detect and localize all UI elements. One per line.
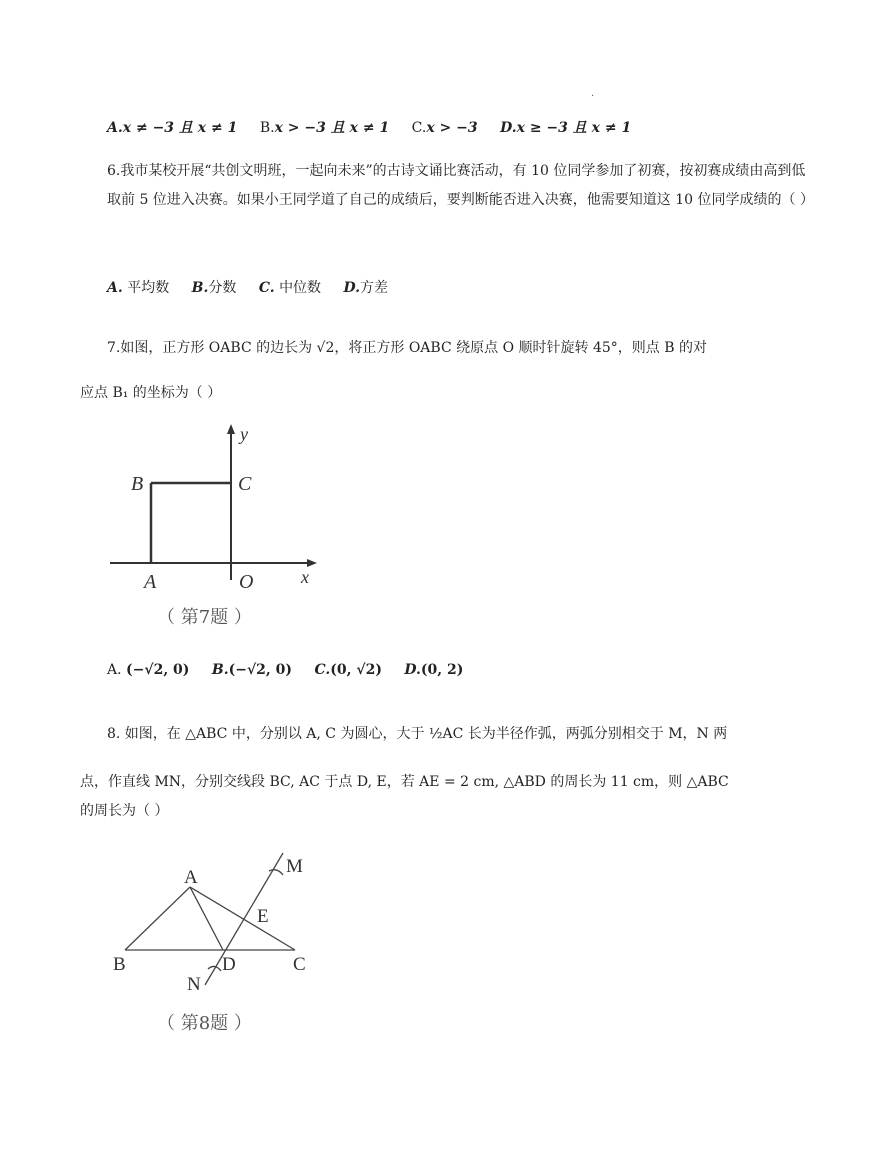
q7-stem-line2: 应点 B₁ 的坐标为（ ） bbox=[80, 385, 222, 401]
label-c: C bbox=[293, 954, 306, 975]
q8-stem-line2: 点，作直线 MN，分别交线段 BC, AC 于点 D, E，若 AE = 2 cm, △ABD 的周长为 11 cm，则 △ABC bbox=[80, 774, 729, 790]
label-n: N bbox=[187, 974, 201, 995]
side-ab bbox=[125, 887, 190, 950]
q8-stem-line1: 8. 如图，在 △ABC 中，分别以 A, C 为圆心，大于 ½AC 长为半径作弧，两弧分别相交于 M，N 两 bbox=[107, 726, 728, 742]
q7-stem-line1: 7.如图，正方形 OABC 的边长为 √2，将正方形 OABC 绕原点 O 顺时针旋转 45°，则点 B 的对 bbox=[107, 340, 707, 356]
y-axis-arrow bbox=[227, 424, 235, 434]
label-a: A bbox=[144, 571, 157, 593]
q5-option-d[interactable]: D.x ≥ −3 且 x ≠ 1 bbox=[500, 120, 632, 136]
q7-options bbox=[107, 660, 481, 680]
q7-figure-caption: （ 第7题 ） bbox=[157, 607, 252, 628]
q8-figure-caption: （ 第8题 ） bbox=[157, 1013, 252, 1034]
label-c: C bbox=[238, 473, 252, 495]
label-e: E bbox=[257, 906, 269, 927]
label-d: D bbox=[222, 954, 236, 975]
label-m: M bbox=[286, 856, 303, 877]
q6-option-b[interactable]: B.分数 bbox=[191, 280, 237, 296]
q7-option-b[interactable]: B.(−√2, 0) bbox=[211, 662, 293, 678]
x-axis-arrow bbox=[307, 559, 317, 567]
q5-option-b[interactable]: B.x > −3 且 x ≠ 1 bbox=[259, 120, 390, 136]
q6-stem: 6.我市某校开展“共创文明班，一起向未来”的古诗文诵比赛活动，有 10 位同学参加了初赛，按初赛成绩由高到低取前 5 位进入决赛。如果小王同学道了自己的成绩后，要判断能否进入决赛，他需要知道这 10 位同学成绩的（ ） bbox=[107, 163, 814, 208]
label-b: B bbox=[131, 473, 144, 495]
q7-option-d[interactable]: D.(0, 2) bbox=[404, 662, 464, 678]
q8-stem-line3: 的周长为（ ） bbox=[80, 803, 169, 819]
label-o: O bbox=[239, 571, 254, 593]
q7-figure bbox=[105, 420, 335, 635]
label-y: y bbox=[240, 424, 248, 444]
q7-option-c[interactable]: C.(0, √2) bbox=[314, 662, 382, 678]
q5-option-a[interactable]: A.x ≠ −3 且 x ≠ 1 bbox=[107, 120, 238, 136]
q6-option-a[interactable]: A. 平均数 bbox=[107, 280, 170, 296]
q5-option-c[interactable]: C.x > −3 bbox=[411, 120, 478, 136]
q6-option-d[interactable]: D.方差 bbox=[343, 280, 389, 296]
q6-options bbox=[107, 278, 406, 298]
page-dot: . bbox=[591, 88, 595, 99]
label-a: A bbox=[184, 867, 198, 888]
q6-option-c[interactable]: C. 中位数 bbox=[258, 280, 322, 296]
label-x: x bbox=[301, 567, 309, 587]
label-b: B bbox=[113, 954, 126, 975]
side-ac bbox=[190, 887, 295, 950]
q8-figure bbox=[105, 845, 335, 1045]
q5-options bbox=[107, 118, 649, 138]
q7-option-a[interactable]: A. (−√2, 0) bbox=[107, 662, 190, 678]
line-mn bbox=[205, 853, 283, 985]
